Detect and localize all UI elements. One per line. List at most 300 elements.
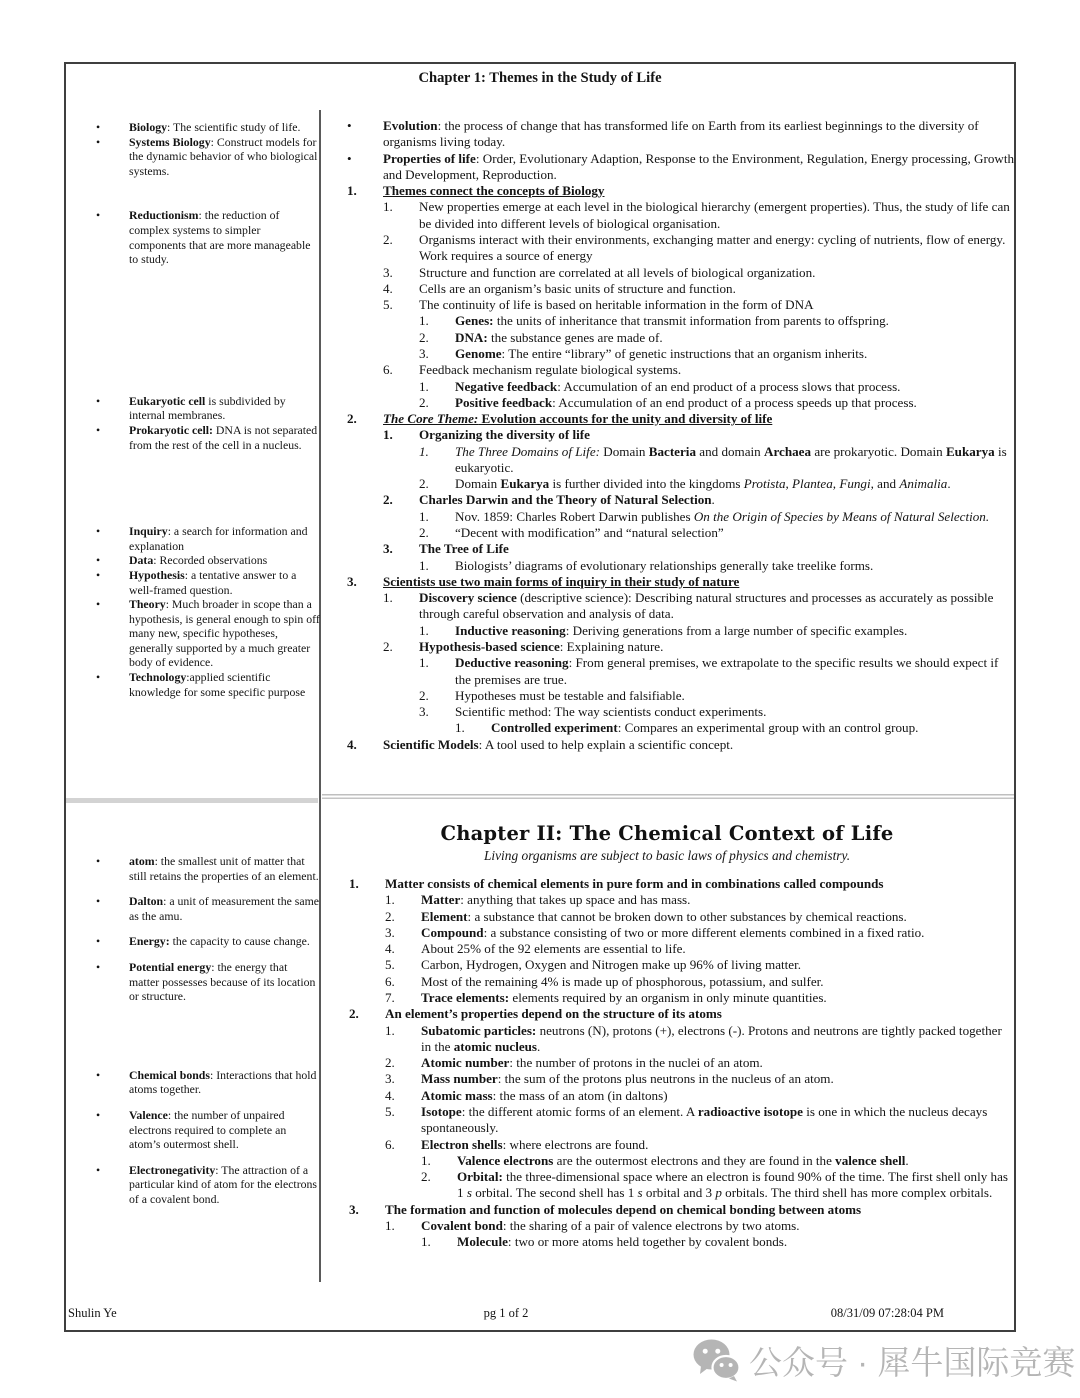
outline-item — [347, 476, 1014, 492]
text-segment: : two or more atoms held together by covalent bonds. — [507, 1234, 788, 1250]
text-segment: Animalia — [899, 476, 948, 492]
item-text — [455, 395, 917, 411]
text-segment: Chemical bonds — [129, 1067, 210, 1082]
text-segment: : Deriving generations from a large number of specific examples. — [565, 622, 908, 638]
text-segment: Dalton — [129, 894, 164, 909]
item-text — [421, 1023, 1011, 1056]
text-segment: Carbon, Hydrogen, Oxygen and Nitrogen make up 96% of living matter. — [421, 957, 801, 973]
item-text — [455, 558, 873, 574]
number-marker: 6. — [385, 1136, 395, 1152]
definition-item — [96, 135, 320, 179]
number-marker: 6. — [385, 973, 395, 989]
text-segment: Reductionism — [129, 208, 199, 223]
text-segment: Energy: — [129, 934, 170, 949]
outline-item — [347, 330, 1014, 346]
text-segment: is subdivided by internal membranes. — [129, 393, 286, 423]
definition-item — [96, 120, 320, 135]
outline-item — [347, 232, 1014, 265]
outline-item — [349, 1153, 1011, 1169]
text-segment: Controlled experiment — [491, 720, 618, 736]
text-segment: : Construct models for the dynamic behavior of who biological systems. — [129, 134, 318, 178]
outline-item — [347, 313, 1014, 329]
outline-item — [347, 379, 1014, 395]
outline-item — [347, 639, 1014, 655]
text-segment: Valence electrons — [457, 1152, 554, 1168]
text-segment: Hypothesis — [129, 567, 185, 582]
footer-datetime: 08/31/09 07:28:04 PM — [830, 1306, 944, 1320]
definition-text — [129, 1068, 320, 1097]
bullet-marker: • — [96, 393, 101, 408]
number-marker: 1. — [419, 655, 429, 671]
outline-item — [347, 541, 1014, 557]
text-segment: Scientists use two main forms of inquiry in their study of nature — [383, 573, 740, 589]
number-marker: 2. — [383, 492, 393, 508]
text-segment: Theory — [129, 597, 166, 612]
definition-item — [96, 1108, 320, 1152]
text-segment: Feedback mechanism regulate biological systems. — [419, 362, 682, 378]
text-segment: orbitals. The third shell has more complex orbitals. — [721, 1185, 993, 1201]
outline-item — [347, 492, 1014, 508]
item-text — [491, 720, 918, 736]
text-segment: is eukaryotic. — [455, 443, 1007, 475]
item-text — [421, 990, 827, 1006]
definition-item — [96, 597, 320, 670]
item-text — [457, 1234, 787, 1250]
bullet-marker: • — [96, 1107, 101, 1122]
bullet-marker: • — [96, 934, 101, 949]
definition-item — [96, 553, 320, 568]
number-marker: 1. — [455, 720, 465, 736]
text-segment: The formation and function of molecules depend on chemical bonding between atoms — [385, 1201, 862, 1217]
item-text — [455, 379, 900, 395]
number-marker: 3. — [385, 924, 395, 940]
item-text — [455, 476, 951, 492]
text-segment: Eukarya — [500, 476, 550, 492]
item-text — [385, 1006, 722, 1022]
text-segment: The Core Theme: — [383, 411, 479, 427]
outline-item — [347, 395, 1014, 411]
text-segment: Organizing the diversity of life — [419, 427, 590, 443]
definition-group — [96, 854, 320, 1004]
item-text — [421, 1104, 1011, 1137]
definitions-column-ch1 — [96, 120, 320, 699]
text-segment: The Three Domains of Life: — [455, 443, 600, 459]
definition-item — [96, 524, 320, 553]
definition-text — [129, 1108, 320, 1152]
text-segment: Hypothesis-based science — [419, 639, 560, 654]
definition-item — [96, 960, 320, 1004]
text-segment: Themes connect the concepts of Biology — [383, 183, 605, 199]
item-text — [421, 925, 924, 941]
number-marker: 2. — [419, 525, 429, 541]
text-segment: are the outermost electrons and they are found in the — [553, 1152, 836, 1168]
item-text — [419, 297, 814, 313]
item-text — [419, 590, 1014, 623]
text-segment: orbital. The second shell has 1 — [471, 1185, 638, 1201]
bullet-marker: • — [96, 208, 101, 223]
text-segment: atomic nucleus — [453, 1038, 538, 1054]
number-marker: 5. — [383, 297, 393, 313]
definition-text — [129, 597, 320, 670]
definition-group — [96, 208, 320, 266]
text-segment: Protista, Plantea, Fungi, — [743, 476, 874, 492]
outline-item — [347, 411, 1014, 427]
text-segment: : the sum of the protons plus neutrons in the nucleus of an atom. — [497, 1071, 834, 1087]
text-segment: : where electrons are found. — [502, 1136, 649, 1152]
outline-item — [347, 558, 1014, 574]
text-segment: Prokaryotic cell: — [129, 422, 213, 437]
outline-item — [347, 427, 1014, 443]
text-segment: : the number of protons in the nuclei of an atom. — [509, 1055, 763, 1071]
text-segment: : The entire “library” of genetic instructions that an organism inherits. — [501, 345, 868, 361]
definition-item — [96, 208, 320, 266]
bullet-marker: • — [96, 1067, 101, 1082]
text-segment: is further divided into the kingdoms — [549, 476, 744, 492]
bullet-marker: • — [96, 854, 101, 868]
number-marker: 1. — [383, 199, 393, 215]
outline-item — [349, 892, 1011, 908]
definition-item — [96, 1163, 320, 1207]
item-text — [419, 492, 715, 508]
item-text — [385, 876, 884, 892]
outline-item — [347, 199, 1014, 232]
item-text — [419, 639, 663, 655]
text-segment: DNA is not separated from the rest of the cell in a nucleus. — [129, 422, 318, 452]
text-segment: the substance genes are made of. — [487, 329, 663, 345]
number-marker: 2. — [419, 687, 429, 703]
text-segment: : a substance that cannot be broken down to other substances by chemical reactions. — [467, 908, 907, 924]
outline-item — [349, 990, 1011, 1006]
section-divider-right — [322, 794, 1014, 799]
outline-item — [347, 590, 1014, 623]
outline-column-ch2 — [349, 876, 1011, 1250]
text-segment: : the energy that matter possesses because of its location or structure. — [129, 959, 316, 1004]
text-segment: are prokaryotic. Domain — [811, 443, 946, 459]
item-text — [383, 183, 604, 199]
outline-item — [347, 183, 1014, 199]
text-segment: Data — [129, 553, 154, 568]
number-marker: 4. — [383, 280, 393, 296]
chapter2-subtitle: Living organisms are subject to basic laws of physics and chemistry. — [483, 848, 851, 863]
text-segment: Evolution accounts for the unity and diversity of life — [478, 411, 773, 427]
text-segment: Hypotheses must be testable and falsifiable. — [455, 687, 685, 703]
text-segment: orbital and 3 — [642, 1185, 716, 1201]
definition-group — [96, 1068, 320, 1207]
bullet-marker: • — [347, 118, 352, 133]
number-marker: 5. — [385, 957, 395, 973]
outline-item — [349, 925, 1011, 941]
number-marker: 2. — [385, 908, 395, 924]
item-text — [385, 1202, 861, 1218]
text-segment: Covalent bond — [421, 1217, 503, 1233]
number-marker: 2. — [419, 476, 429, 492]
outline-item — [349, 1104, 1011, 1137]
outline-item — [349, 909, 1011, 925]
item-text — [419, 362, 681, 378]
number-marker: 2. — [347, 411, 357, 427]
item-text — [421, 892, 690, 908]
item-text — [421, 1088, 668, 1104]
number-marker: 1. — [385, 1217, 395, 1233]
outline-item — [347, 704, 1014, 720]
outline-item — [349, 1088, 1011, 1104]
outline-item — [349, 1006, 1011, 1022]
bullet-marker: • — [96, 670, 101, 685]
definition-text — [129, 670, 320, 699]
definition-text — [129, 135, 320, 179]
number-marker: 2. — [419, 329, 429, 345]
bullet-marker: • — [96, 134, 101, 149]
text-segment: Trace elements: — [421, 989, 510, 1005]
definition-item — [96, 894, 320, 923]
definition-text — [129, 854, 320, 883]
outline-item — [347, 346, 1014, 362]
text-segment: : The scientific study of life. — [167, 120, 301, 134]
bullet-marker: • — [96, 894, 101, 909]
text-segment: the capacity to cause change. — [169, 934, 310, 949]
outline-item — [347, 362, 1014, 378]
outline-item — [347, 574, 1014, 590]
text-segment: : Much broader in scope than a hypothesis, is general enough to spin off many new, specific hypotheses, generally supported by a much greater body of evidence. — [129, 597, 320, 670]
definition-text — [129, 524, 320, 553]
chapter1-title: Chapter 1: Themes in the Study of Life — [418, 70, 662, 86]
number-marker: 1. — [419, 557, 429, 573]
item-text — [383, 574, 739, 590]
text-segment: : the smallest unit of matter that still retains the properties of an element. — [129, 854, 319, 883]
number-marker: 1. — [385, 892, 395, 908]
item-text — [421, 1218, 800, 1234]
bullet-marker: • — [96, 597, 101, 612]
number-marker: 5. — [385, 1103, 395, 1119]
text-segment: the units of inheritance that transmit information from parents to offspring. — [493, 313, 889, 329]
text-segment: An element’s properties depend on the structure of its atoms — [385, 1006, 722, 1022]
item-text — [419, 199, 1014, 232]
outline-item — [347, 655, 1014, 688]
outline-item — [347, 265, 1014, 281]
item-text — [419, 281, 736, 297]
text-segment: : a search for information and explanation — [129, 524, 308, 553]
definition-item — [96, 423, 320, 452]
text-segment: Element — [421, 908, 468, 924]
text-segment: Nov. 1859: Charles Robert Darwin publishes — [455, 508, 694, 524]
item-text — [455, 444, 1014, 477]
outline-item — [347, 151, 1014, 184]
item-text — [383, 151, 1014, 184]
text-segment: Electronegativity — [129, 1162, 216, 1177]
text-segment: : Accumulation of an end product of a process slows that process. — [557, 378, 901, 394]
text-segment: Electron shells — [421, 1136, 503, 1152]
text-segment: Compound — [421, 924, 484, 940]
text-segment: : a unit of measurement the same as the amu. — [129, 894, 320, 923]
text-segment: Scientific Models — [383, 736, 479, 752]
item-text — [421, 957, 801, 973]
number-marker: 3. — [383, 541, 393, 557]
text-segment: : The attraction of a particular kind of atom for the electrons of a covalent bond. — [129, 1162, 318, 1206]
text-segment: Eukaryotic cell — [129, 393, 206, 408]
chapter2-section — [322, 821, 1012, 1250]
outline-item — [347, 297, 1014, 313]
text-segment: : the number of unpaired electrons required to complete an atom’s outermost shell. — [129, 1107, 287, 1152]
text-segment: Inductive reasoning — [455, 622, 566, 638]
item-text — [455, 509, 989, 525]
number-marker: 3. — [347, 573, 357, 589]
page-footer — [68, 1306, 944, 1326]
outline-item — [349, 1023, 1011, 1056]
text-segment: . — [947, 476, 951, 492]
number-marker: 1. — [385, 1022, 395, 1038]
text-segment: Most of the remaining 4% is made up of phosphorous, potassium, and sulfer. — [421, 973, 824, 989]
text-segment: Structure and function are correlated at all levels of biological organization. — [419, 264, 816, 280]
text-segment: Archaea — [764, 443, 812, 459]
text-segment: : the sharing of a pair of valence electrons by two atoms. — [502, 1217, 800, 1233]
outline-item — [349, 1055, 1011, 1071]
text-segment: Evolution — [383, 118, 438, 133]
item-text — [421, 1071, 834, 1087]
item-text — [455, 330, 663, 346]
item-text — [455, 346, 867, 362]
item-text — [383, 737, 733, 753]
text-segment: (descriptive science): Describing natural structures and processes as accurately as possible through careful observation and analysis of data. — [419, 590, 994, 622]
number-marker: 1. — [383, 427, 393, 443]
text-segment: and domain — [696, 443, 765, 459]
text-segment: Matter consists of chemical elements in pure form and in combinations called compounds — [385, 876, 884, 891]
text-segment: Eukarya — [945, 443, 995, 459]
definition-text — [129, 960, 320, 1004]
definition-group — [96, 394, 320, 452]
definition-text — [129, 423, 320, 452]
text-segment: “Decent with modification” and “natural selection” — [455, 525, 724, 541]
text-segment: On the Origin of Species by Means of Natural Selection. — [693, 508, 990, 524]
document-page-border — [64, 62, 1016, 1332]
definition-group — [96, 524, 320, 699]
outline-item — [347, 118, 1014, 151]
text-segment: Technology — [129, 670, 187, 685]
outline-item — [347, 281, 1014, 297]
outline-item — [349, 1202, 1011, 1218]
definition-group — [96, 120, 320, 178]
text-segment: s — [637, 1185, 643, 1201]
text-segment: Molecule — [457, 1234, 508, 1250]
text-segment: Subatomic particles: — [421, 1022, 537, 1038]
definition-text — [129, 894, 320, 923]
text-segment: : Interactions that hold atoms together. — [129, 1067, 317, 1097]
item-text — [455, 623, 907, 639]
number-marker: 2. — [383, 639, 393, 654]
footer-page-number: pg 1 of 2 — [483, 1306, 529, 1320]
text-segment: : the different atomic forms of an element. A — [461, 1103, 698, 1119]
text-segment: DNA: — [455, 329, 488, 345]
number-marker: 1. — [383, 590, 393, 606]
number-marker: 2. — [421, 1169, 431, 1185]
number-marker: 2. — [383, 231, 393, 247]
text-segment: Valence — [129, 1107, 168, 1122]
text-segment: Bacteria — [648, 443, 696, 459]
text-segment: About 25% of the 92 elements are essential to life. — [421, 941, 686, 957]
item-text — [421, 1137, 648, 1153]
item-text — [421, 974, 824, 990]
text-segment: Systems Biology — [129, 134, 211, 149]
text-segment: and — [873, 476, 900, 492]
number-marker: 3. — [349, 1201, 359, 1217]
definition-text — [129, 934, 310, 949]
text-segment: : Explaining nature. — [559, 639, 664, 654]
number-marker: 7. — [385, 989, 395, 1005]
text-segment: Isotope — [421, 1103, 462, 1119]
number-marker: 1. — [349, 876, 359, 891]
definition-item — [96, 934, 320, 949]
bullet-marker: • — [96, 567, 101, 582]
text-segment: Cells are an organism’s basic units of structure and function. — [419, 280, 736, 296]
chapter2-title: Chapter II: The Chemical Context of Life — [440, 822, 894, 845]
item-text — [457, 1153, 909, 1169]
text-segment: Negative feedback — [455, 378, 558, 394]
text-segment: : the reduction of complex systems to simpler components that are more manageable to study. — [129, 208, 311, 267]
text-segment: : From general premises, we extrapolate to the specific results we should expect if the premises are true. — [455, 655, 999, 687]
text-segment: Domain — [600, 443, 649, 459]
item-text — [455, 655, 1014, 688]
text-segment: Genes: — [455, 313, 494, 329]
text-segment: Inquiry — [129, 524, 168, 539]
outline-item — [347, 688, 1014, 704]
text-segment: s — [466, 1185, 472, 1201]
outline-item — [347, 623, 1014, 639]
outline-column-ch1 — [347, 118, 1014, 753]
number-marker: 1. — [419, 443, 429, 459]
text-segment: : anything that takes up space and has mass. — [460, 892, 691, 908]
number-marker: 2. — [385, 1055, 395, 1071]
number-marker: 6. — [383, 362, 393, 378]
number-marker: 1. — [419, 313, 429, 329]
text-segment: Domain — [455, 476, 501, 492]
item-text — [421, 909, 907, 925]
number-marker: 2. — [349, 1006, 359, 1022]
text-segment: Atomic mass — [421, 1087, 493, 1103]
outline-item — [349, 1137, 1011, 1153]
definition-item — [96, 394, 320, 423]
text-segment: : a tentative answer to a well-framed question. — [129, 567, 297, 597]
text-segment: atom — [129, 854, 155, 868]
text-segment: :applied scientific knowledge for some specific purpose — [129, 670, 306, 699]
outline-item — [349, 1218, 1011, 1234]
item-text — [419, 265, 815, 281]
bullet-marker: • — [96, 422, 101, 437]
item-text — [457, 1169, 1011, 1202]
text-segment: Positive feedback — [455, 394, 553, 410]
outline-item — [349, 1071, 1011, 1087]
text-segment: Orbital: — [457, 1169, 503, 1185]
text-segment: : Accumulation of an end product of a process speeds up that process. — [552, 394, 917, 410]
outline-item — [347, 737, 1014, 753]
text-segment: The Tree of Life — [419, 541, 509, 557]
number-marker: 1. — [421, 1234, 431, 1250]
item-text — [421, 1055, 763, 1071]
text-segment: : Compares an experimental group with an control group. — [617, 720, 919, 736]
text-segment: : A tool used to help explain a scientific concept. — [478, 736, 734, 752]
item-text — [455, 525, 724, 541]
wechat-icon — [693, 1339, 740, 1382]
outline-item — [347, 509, 1014, 525]
bullet-marker: • — [96, 524, 101, 539]
text-segment: The continuity of life is based on heritable information in the form of DNA — [419, 297, 814, 313]
item-text — [421, 941, 686, 957]
definition-item — [96, 1068, 320, 1097]
section-divider-left — [66, 798, 318, 803]
text-segment: elements required by an organism in only minute quantities. — [509, 989, 827, 1005]
text-segment: Mass number — [421, 1071, 498, 1087]
item-text — [383, 411, 772, 427]
number-marker: 4. — [385, 1087, 395, 1103]
definitions-column-ch2 — [96, 854, 320, 1218]
